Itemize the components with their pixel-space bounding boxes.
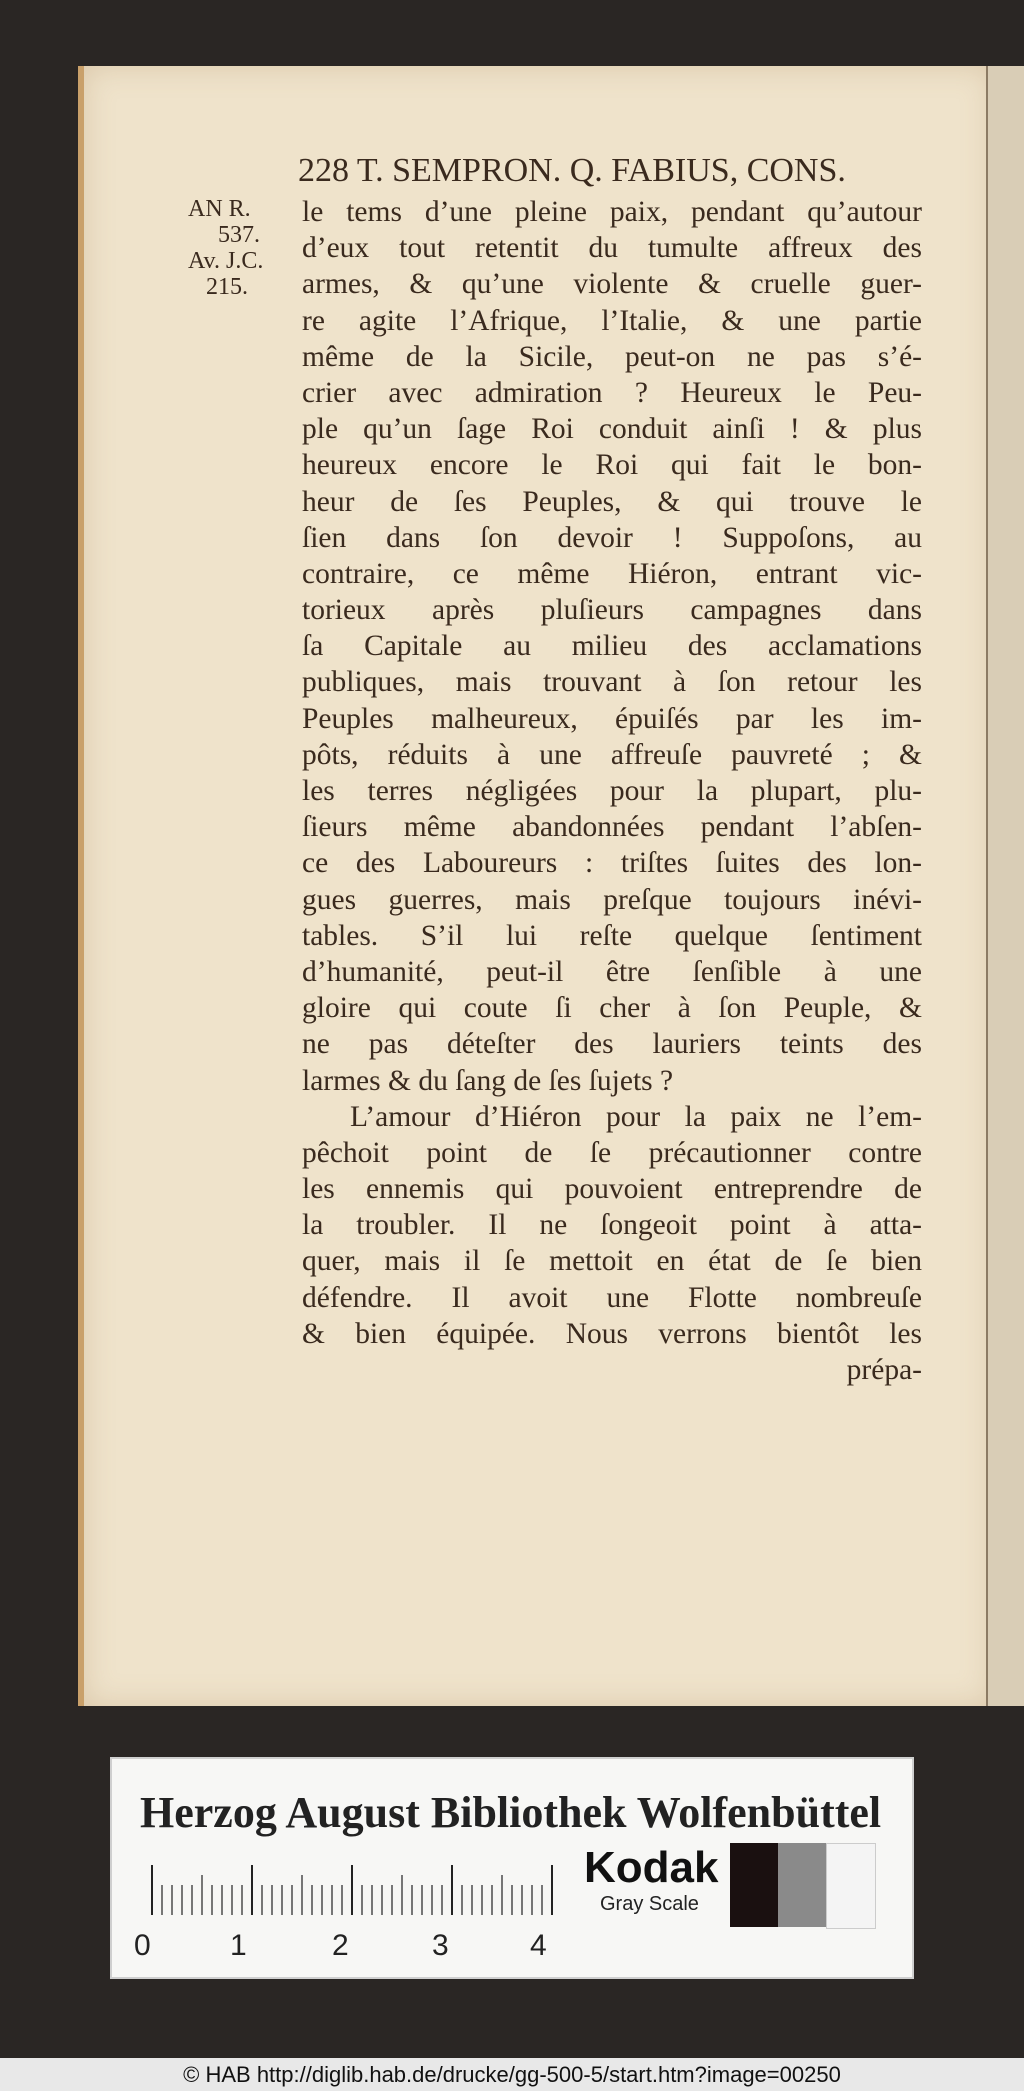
text-line: L’amour d’Hiéron pour la paix ne l’em- [350,1100,922,1133]
text-line: d’humanité, peut-il être ſenſible à une [302,955,922,988]
text-line: pôts, réduits à une affreuſe pauvreté ; & [302,738,922,771]
catchword: prépa- [846,1354,922,1386]
margin-note-line: 215. [206,274,248,300]
gray-swatch-white [826,1843,876,1929]
text-line: contraire, ce même Hiéron, entrant vic- [302,557,922,590]
margin-note-line: AN R. [188,196,251,222]
margin-note [188,196,298,300]
text-line: ne pas déteſter des lauriers teints des [302,1028,922,1061]
text-line: les ennemis qui pouvoient entreprendre de [302,1173,922,1206]
text-line: gloire qui coute ſi cher à ſon Peuple, & [302,992,922,1025]
ruler-number: 4 [530,1929,547,1962]
text-line: les terres négligées pour la plupart, plu- [302,775,922,807]
kodak-logo: Kodak [584,1843,719,1892]
measurement-ruler [140,1861,660,1921]
text-line: heureux encore le Roi qui fait le bon- [302,449,922,482]
adjacent-page-edge [986,66,1024,1706]
text-line: crier avec admiration ? Heureux le Peu- [302,376,922,409]
text-line: le tems d’une pleine paix, pendant qu’autour [302,196,922,228]
text-line: ſien dans ſon devoir ! Suppoſons, au [302,521,922,554]
text-line: pêchoit point de ſe précautionner contre [302,1136,922,1169]
text-line: quer, mais il ſe mettoit en état de ſe bien [302,1245,922,1278]
text-line: armes, & qu’une violente & cruelle guer- [302,268,922,301]
text-line: tables. S’il lui reſte quelque ſentiment [302,919,922,952]
gray-swatch-black [730,1843,778,1927]
text-line: défendre. Il avoit une Flotte nombreuſe [302,1281,922,1314]
body-text [302,194,922,1388]
library-name: Herzog August Bibliothek Wolfenbüttel [140,1788,882,1837]
gray-scale-label: Gray Scale [600,1893,699,1915]
ruler-numbers [134,1929,654,1965]
text-line: heur de ſes Peuples, & qui trouve le [302,485,922,518]
margin-note-line: 537. [218,222,260,248]
text-line: torieux après pluſieurs campagnes dans [302,594,922,627]
copyright-footer: © HAB http://diglib.hab.de/drucke/gg-500-5/start.htm?image=00250 [0,2058,1024,2091]
running-header: 228 T. SEMPRON. Q. FABIUS, CONS. [298,152,846,189]
text-line: même de la Sicile, peut-on ne pas s’é- [302,340,922,373]
text-line: Peuples malheureux, épuiſés par les im- [302,702,922,735]
ruler-number: 0 [134,1929,151,1962]
text-line: larmes & du ſang de ſes ſujets ? [302,1064,674,1097]
text-line: publiques, mais trouvant à ſon retour les [302,666,922,699]
gray-swatch-mid [778,1843,826,1927]
ruler-number: 3 [432,1929,449,1962]
text-line: la troubler. Il ne ſongeoit point à atta- [302,1209,922,1242]
text-line: ple qu’un ſage Roi conduit ainſi ! & plus [302,413,922,446]
ruler-number: 2 [332,1929,349,1962]
text-line: & bien équipée. Nous verrons bientôt les [302,1317,922,1350]
text-line: gues guerres, mais preſque toujours inévi- [302,883,922,916]
text-line: d’eux tout retentit du tumulte affreux des [302,232,922,265]
text-line: ſieurs même abandonnées pendant l’abſen- [302,811,922,844]
library-color-card [110,1757,914,1979]
text-line: ce des Laboureurs : triſtes ſuites des lon- [302,847,922,880]
text-line: ſa Capitale au milieu des acclamations [302,630,922,663]
text-line: re agite l’Afrique, l’Italie, & une partie [302,304,922,337]
margin-note-line: Av. J.C. [188,248,264,274]
scan-background-top [0,0,1024,66]
ruler-number: 1 [230,1929,247,1962]
